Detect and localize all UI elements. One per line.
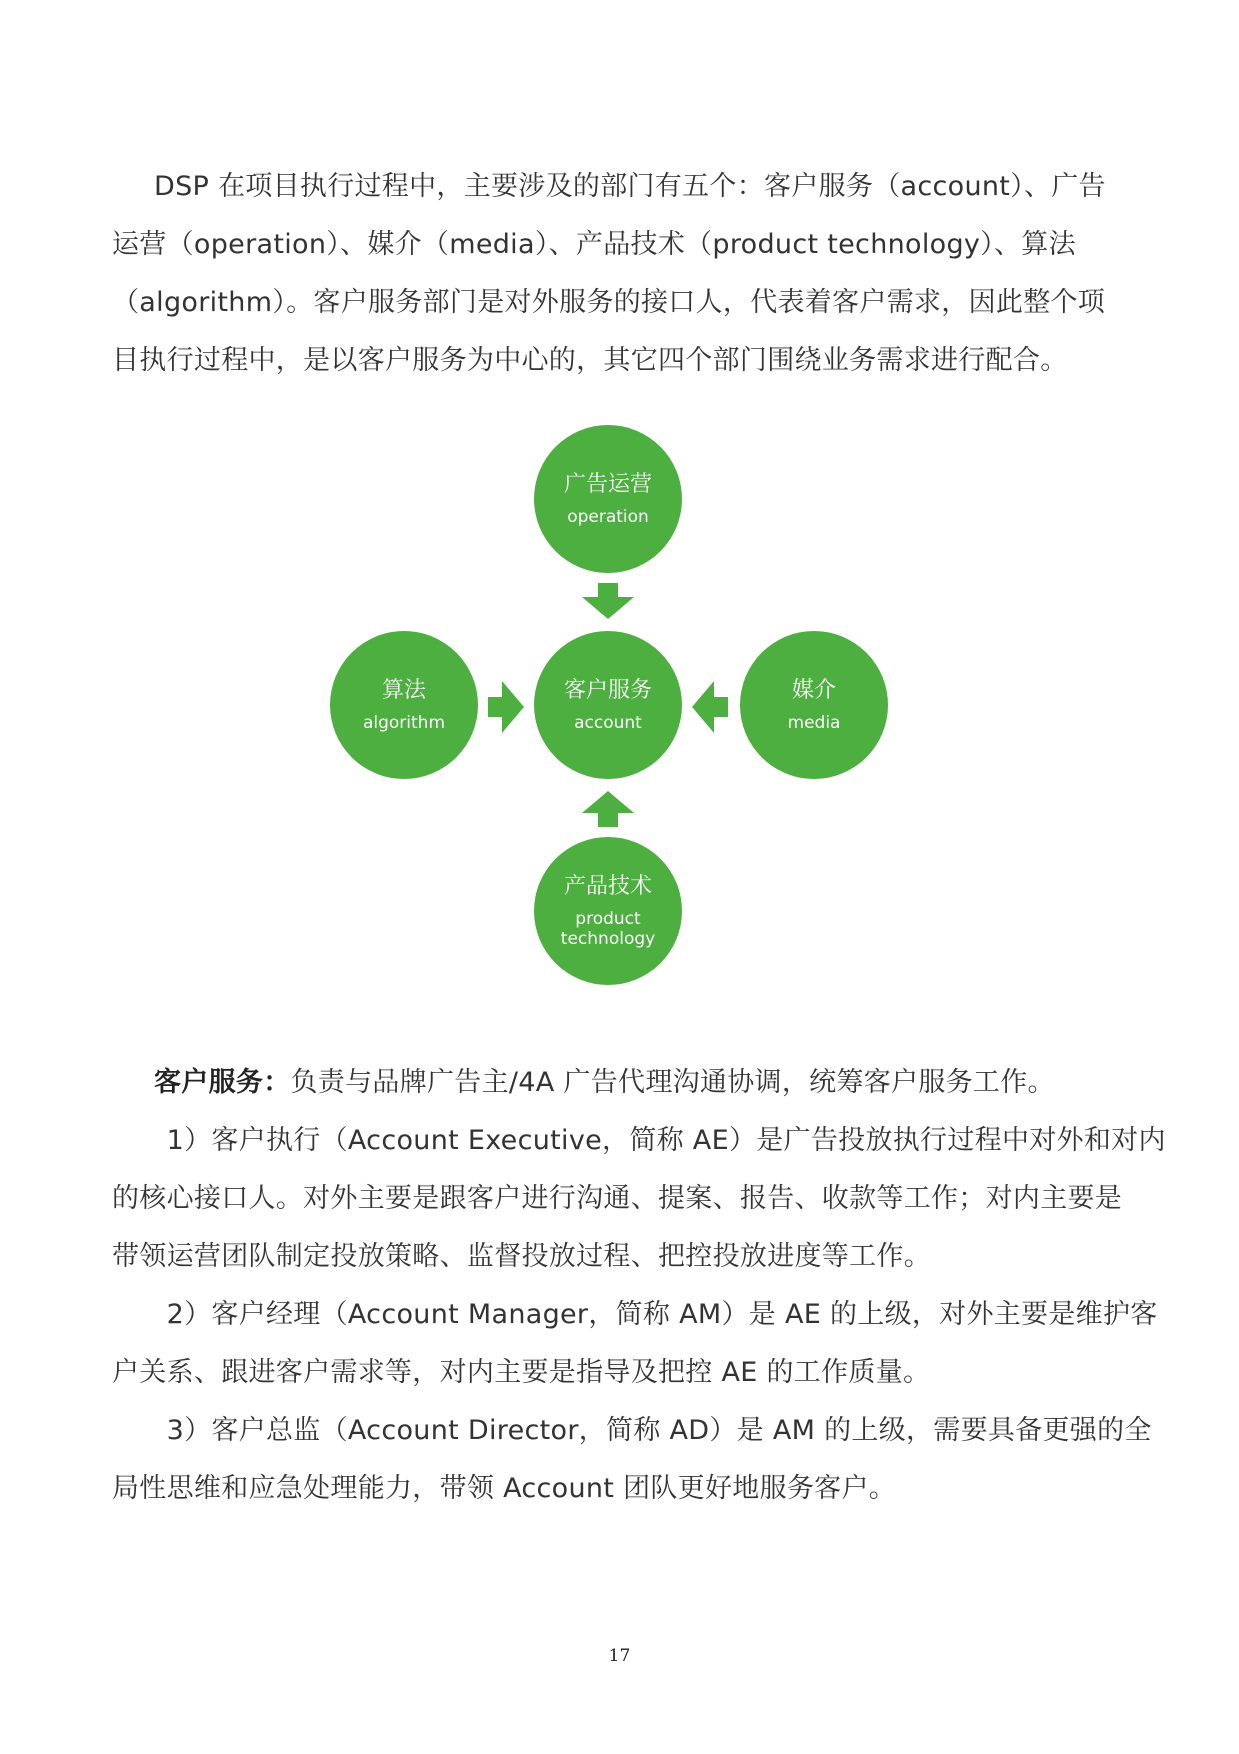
node-operation-en-label: operation — [567, 507, 649, 527]
node-product-technology-en-label-1: product — [575, 909, 641, 929]
node-operation — [534, 425, 682, 573]
section-heading-text: 负责与品牌广告主/4A 广告代理沟通协调，统筹客户服务工作。 — [290, 1067, 1055, 1098]
section-line-7: 局性思维和应急处理能力，带领 Account 团队更好地服务客户。 — [112, 1473, 897, 1504]
intro-paragraph — [112, 158, 1132, 390]
section-heading-label: 客户服务： — [154, 1067, 291, 1098]
section-line-6: 3）客户总监（Account Director，简称 AD）是 AM 的上级，需要具备更强的全 — [112, 1415, 1152, 1446]
arrow-left-icon — [692, 681, 728, 733]
intro-line-3: （algorithm）。客户服务部门是对外服务的接口人，代表着客户需求，因此整个项 — [112, 287, 1106, 318]
arrow-down-icon — [582, 583, 634, 619]
section-line-2: 的核心接口人。对外主要是跟客户进行沟通、提案、报告、收款等工作；对内主要是 — [112, 1183, 1123, 1214]
node-account-cn-label: 客户服务 — [563, 678, 652, 703]
account-section — [112, 1054, 1166, 1518]
page-number: 17 — [608, 1646, 631, 1666]
node-account-en-label: account — [574, 713, 642, 733]
intro-line-4: 目执行过程中，是以客户服务为中心的，其它四个部门围绕业务需求进行配合。 — [112, 345, 1068, 376]
section-line-3: 带领运营团队制定投放策略、监督投放过程、把控投放进度等工作。 — [112, 1241, 931, 1272]
section-line-4: 2）客户经理（Account Manager，简称 AM）是 AE 的上级，对外主要是维护客 — [112, 1299, 1158, 1330]
section-line-5: 户关系、跟进客户需求等，对内主要是指导及把控 AE 的工作质量。 — [112, 1357, 931, 1388]
node-product-technology — [534, 837, 682, 985]
arrow-right-icon — [488, 681, 524, 733]
intro-line-1: DSP 在项目执行过程中，主要涉及的部门有五个：客户服务（account）、广告 — [154, 171, 1106, 202]
node-media — [740, 631, 888, 779]
department-diagram — [300, 425, 920, 1005]
node-algorithm-cn-label: 算法 — [381, 678, 426, 703]
intro-line-2: 运营（operation）、媒介（media）、产品技术（product technology）、算法 — [112, 229, 1076, 260]
node-product-technology-en-label-2: technology — [560, 929, 656, 949]
node-algorithm — [330, 631, 478, 779]
node-operation-cn-label: 广告运营 — [563, 472, 652, 497]
node-product-technology-cn-label: 产品技术 — [563, 874, 652, 899]
node-account — [534, 631, 682, 779]
section-heading — [112, 1054, 1132, 1112]
section-line-1: 1）客户执行（Account Executive，简称 AE）是广告投放执行过程中对外和对内 — [112, 1125, 1166, 1156]
node-media-cn-label: 媒介 — [791, 678, 836, 703]
arrow-up-icon — [582, 791, 634, 827]
node-media-en-label: media — [787, 713, 841, 733]
node-algorithm-en-label: algorithm — [362, 713, 446, 733]
